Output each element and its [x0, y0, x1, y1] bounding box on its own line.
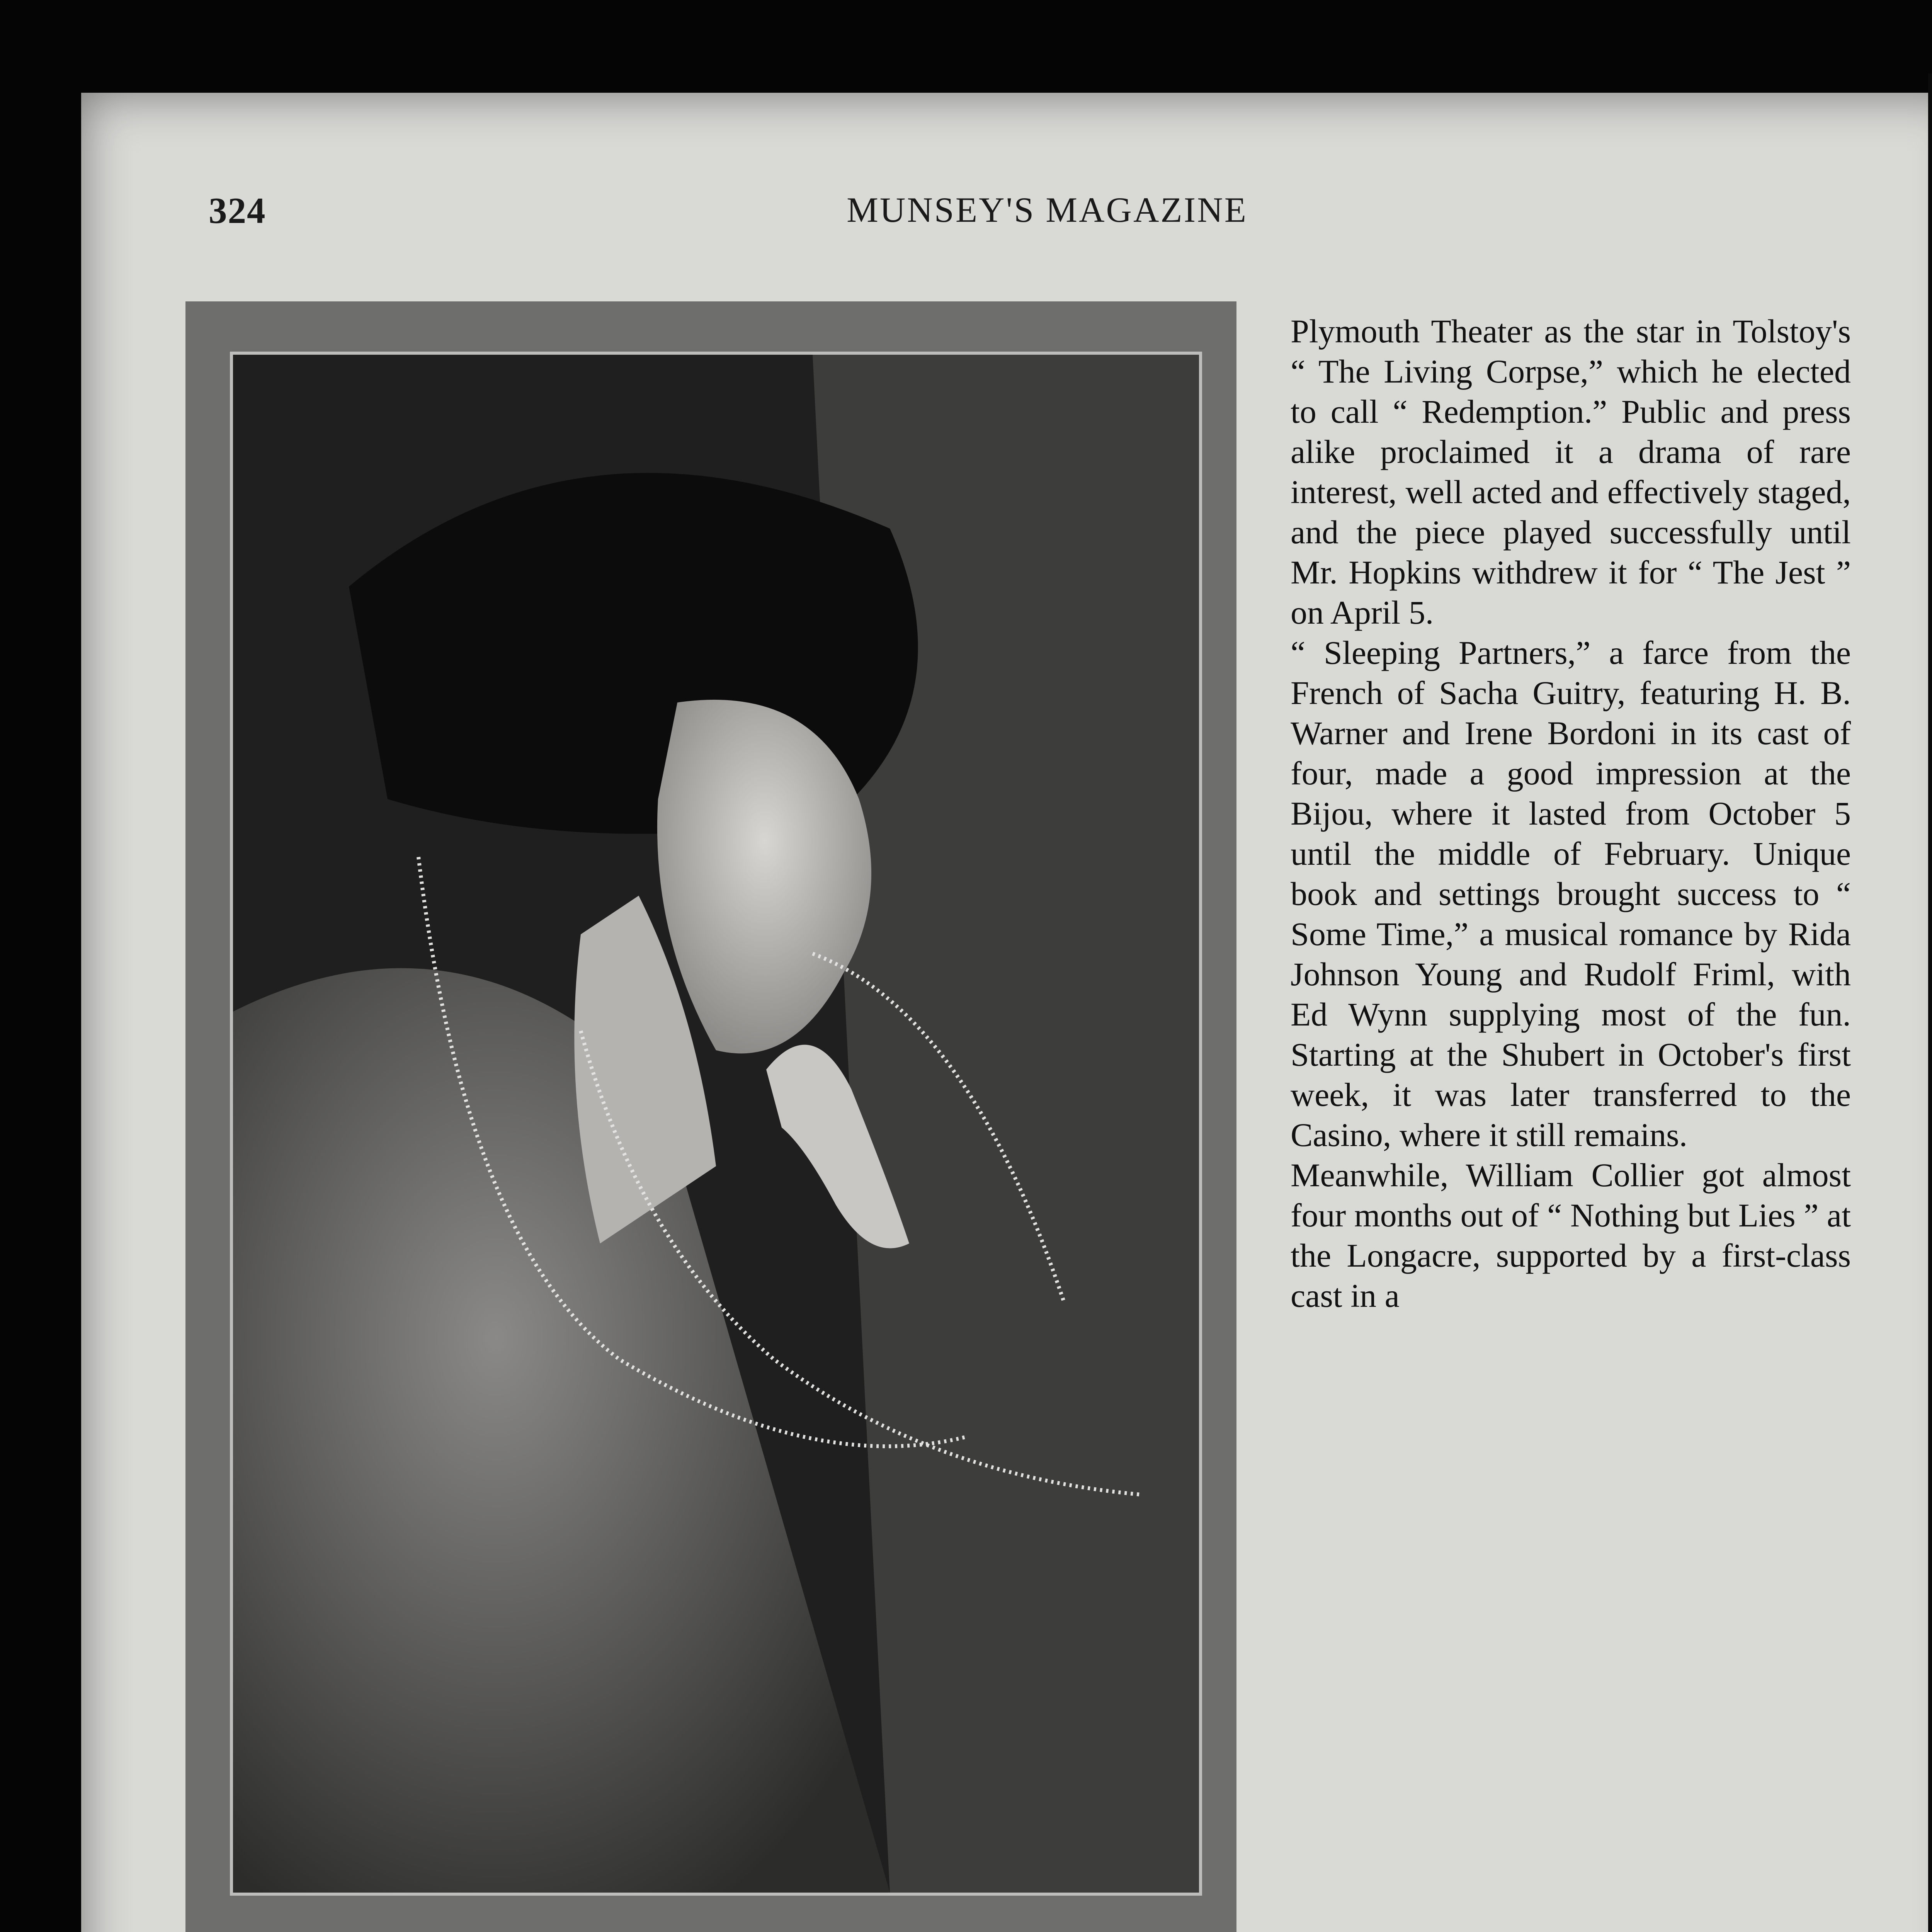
magazine-page: [81, 93, 1932, 1932]
photo-frame: [185, 301, 1236, 1932]
page-number: 324: [209, 190, 266, 231]
portrait-photo: [230, 352, 1202, 1896]
article-column-right-top: Plymouth Theater as the star in Tolstoy's “ The Living Corpse,” which he elected to call “ Redemption.” Public and press alike proclaimed it a drama of rare interest, well acted and effectively staged, and the piece played successfully until Mr. Hopkins withdrew it for “ The Jest ” on April 5. “ Sleeping Partners,” a farce from the French of Sacha Guitry, featuring H. B. Warner and Irene Bordoni in its cast of four, made a good impression at the Bijou, where it lasted from October 5 until the middle of February. Unique book and settings brought success to “ Some Time,” a musical romance by Rida Johnson Young and Rudolf Friml, with Ed Wynn supplying most of the fun. Starting at the Shubert in October's first week, it was later transferred to the Casino, where it still remains. Meanwhile, William Collier got almost four months out of “ Nothing but Lies ” at the Longacre, supported by a first-class cast in a: [1291, 313, 1851, 1314]
binding-gutter: [1928, 73, 1932, 1932]
magazine-title: MUNSEY'S MAGAZINE: [847, 190, 1248, 230]
portrait-illustration: [233, 355, 1199, 1893]
